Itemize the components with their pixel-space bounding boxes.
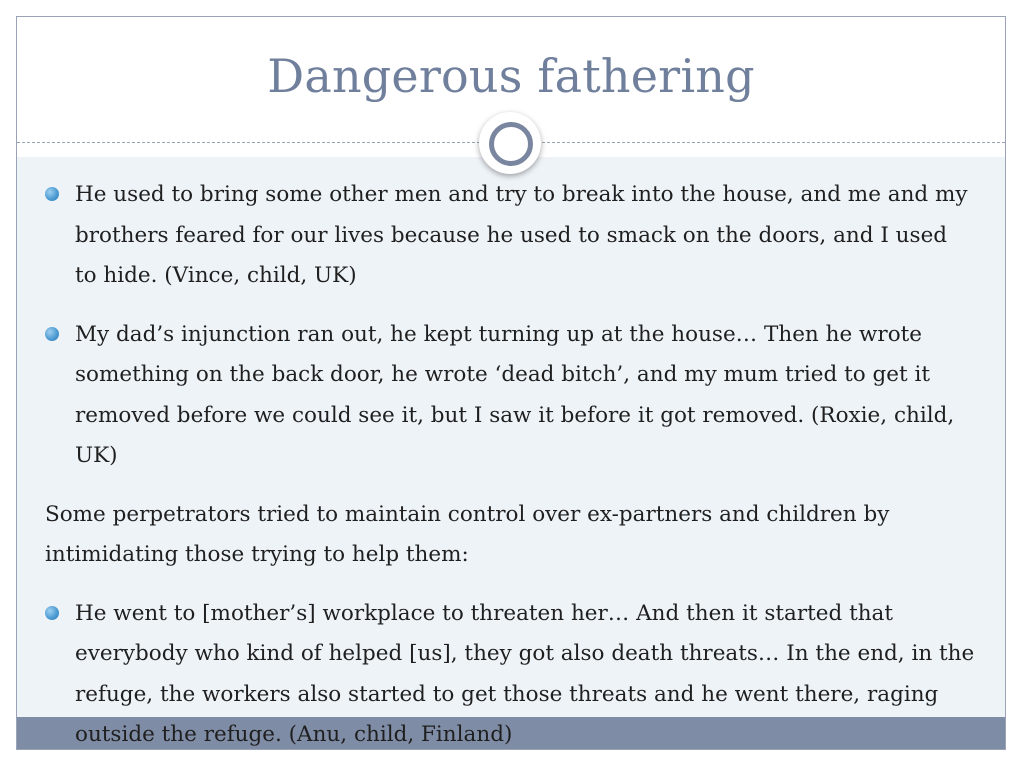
bullet-item [45,175,975,297]
bullet-item [45,594,975,751]
slide-title: Dangerous fathering [267,49,755,103]
bullet-text: My dad’s injunction ran out, he kept turning up at the house… Then he wrote something on the back door, he wrote ‘dead bitch’, and my mum tried to get it removed before we could see it, but I saw it before it got removed. (Roxie, child, UK) [75,321,955,468]
bullet-dot-icon [45,327,59,341]
bullet-text: He used to bring some other men and try to break into the house, and me and my brothers feared for our lives because he used to smack on the doors, and I used to hide. (Vince, child, UK) [75,182,968,288]
slide-content [45,175,975,750]
bullet-dot-icon [45,187,59,201]
bullet-dot-icon [45,606,59,620]
bullet-item [45,315,975,477]
body-paragraph: Some perpetrators tried to maintain control over ex-partners and children by intimidating those trying to help them: [45,501,890,567]
bullet-text: He went to [mother’s] workplace to threaten her… And then it started that everybody who kind of helped [us], they got also death threats… In the end, in the refuge, the workers also started to get those threats and he went there, raging outside the refuge. (Anu, child, Finland) [75,600,975,747]
ring-ornament-icon [479,112,541,174]
slide-frame [16,16,1006,750]
